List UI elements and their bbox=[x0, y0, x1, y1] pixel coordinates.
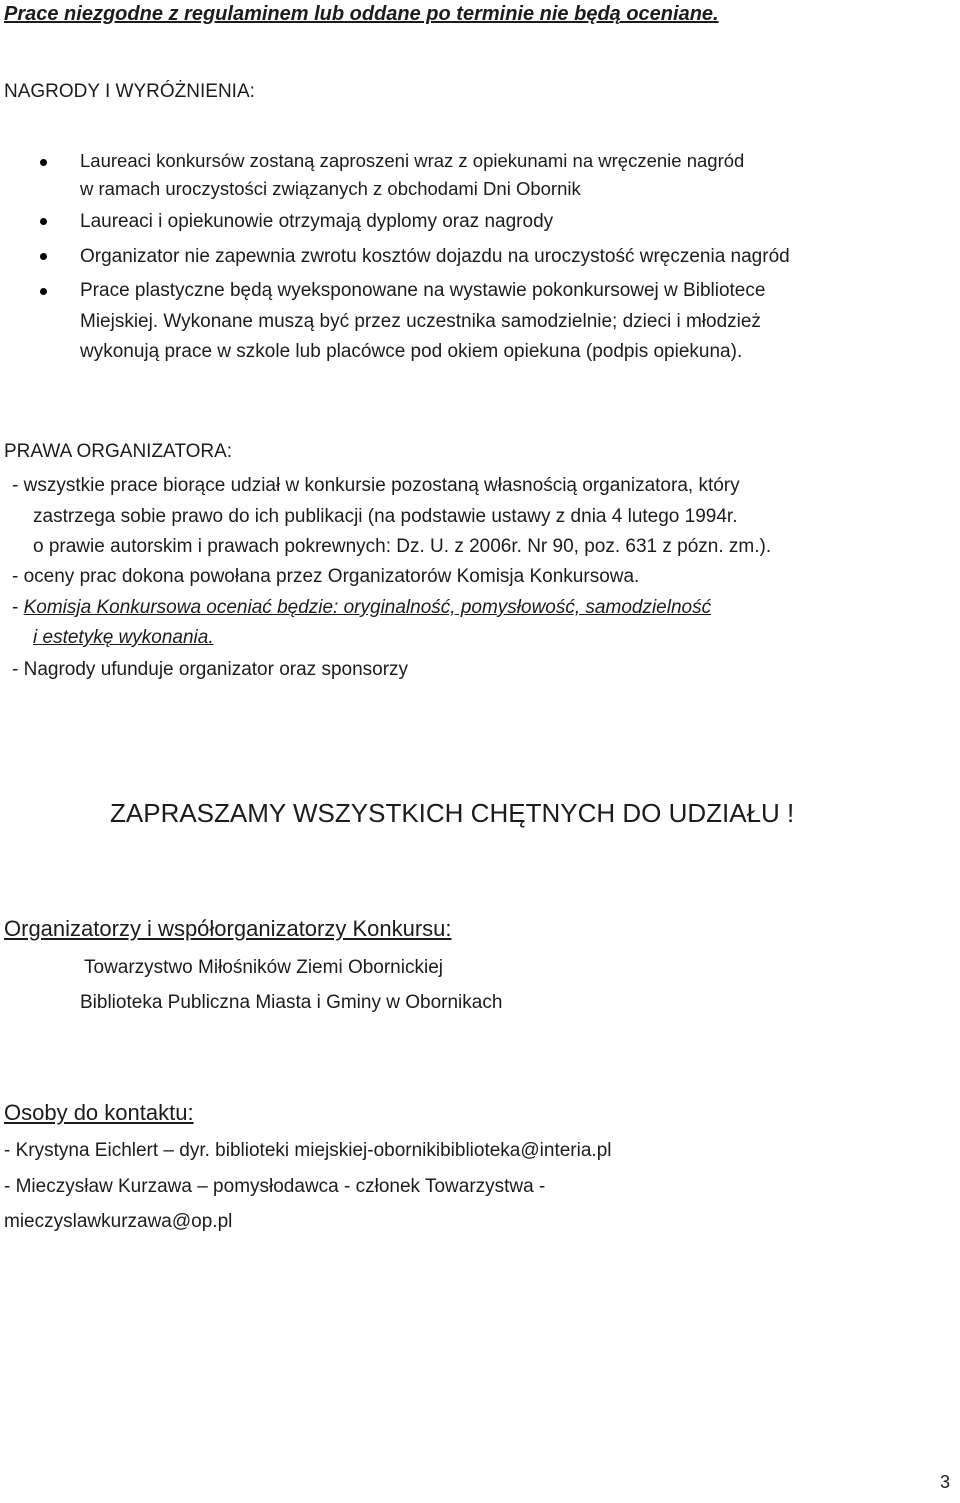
bullet-icon bbox=[40, 253, 47, 260]
awards-item-1-line-1: Laureaci konkursów zostaną zaproszeni wraz z opiekunami na wręczenie nagród bbox=[80, 150, 745, 171]
contact-line-3: mieczyslawkurzawa@op.pl bbox=[4, 1211, 233, 1232]
rights-heading: PRAWA ORGANIZATORA: bbox=[4, 441, 233, 462]
contact-line-1: - Krystyna Eichlert – dyr. biblioteki miejskiej-obornikibiblioteka@interia.pl bbox=[4, 1140, 612, 1161]
invite-heading: ZAPRASZAMY WSZYSTKICH CHĘTNYCH DO UDZIAŁU ! bbox=[110, 798, 795, 828]
awards-item-4-line-3: wykonują prace w szkole lub placówce pod okiem opiekuna (podpis opiekuna). bbox=[80, 341, 743, 362]
organizer-2: Biblioteka Publiczna Miasta i Gminy w Obornikach bbox=[80, 992, 503, 1013]
contacts-heading: Osoby do kontaktu: bbox=[4, 1100, 194, 1125]
contact-line-2: - Mieczysław Kurzawa – pomysłodawca - członek Towarzystwa - bbox=[4, 1176, 546, 1197]
rights-item-1-line-3: o prawie autorskim i prawach pokrewnych: Dz. U. z 2006r. Nr 90, poz. 631 z pózn. zm.). bbox=[33, 536, 772, 557]
bullet-icon bbox=[40, 159, 47, 166]
awards-item-3: Organizator nie zapewnia zwrotu kosztów dojazdu na uroczystość wręczenia nagród bbox=[80, 246, 790, 267]
rights-item-3-text: Komisja Konkursowa oceniać będzie: oryginalność, pomysłowość, samodzielność bbox=[23, 597, 712, 618]
rights-item-1-line-2: zastrzega sobie prawo do ich publikacji (na podstawie ustawy z dnia 4 lutego 1994r. bbox=[33, 506, 738, 527]
organizers-heading: Organizatorzy i współorganizatorzy Konkursu: bbox=[4, 916, 452, 941]
page-number: 3 bbox=[940, 1472, 951, 1492]
rights-item-3-dash: - bbox=[12, 597, 24, 618]
organizer-1: Towarzystwo Miłośników Ziemi Obornickiej bbox=[84, 957, 443, 978]
awards-item-4-line-2: Miejskiej. Wykonane muszą być przez uczestnika samodzielnie; dzieci i młodzież bbox=[80, 311, 761, 332]
awards-item-2: Laureaci i opiekunowie otrzymają dyplomy oraz nagrody bbox=[80, 211, 554, 232]
awards-item-4-line-1: Prace plastyczne będą wyeksponowane na wystawie pokonkursowej w Bibliotece bbox=[80, 280, 766, 301]
rights-item-1-line-1: - wszystkie prace biorące udział w konkursie pozostaną własnością organizatora, który bbox=[12, 475, 740, 496]
rights-item-3-line-2: i estetykę wykonania. bbox=[33, 627, 214, 648]
rights-item-3-line-1 bbox=[12, 596, 711, 620]
bullet-icon bbox=[40, 288, 47, 295]
notice-text: Prace niezgodne z regulaminem lub oddane po terminie nie będą oceniane. bbox=[4, 3, 719, 25]
awards-heading: NAGRODY I WYRÓŻNIENIA: bbox=[4, 81, 255, 102]
rights-item-4: - Nagrody ufunduje organizator oraz sponsorzy bbox=[12, 659, 409, 680]
rights-item-2: - oceny prac dokona powołana przez Organizatorów Komisja Konkursowa. bbox=[12, 566, 640, 587]
bullet-icon bbox=[40, 218, 47, 225]
awards-item-1-line-2: w ramach uroczystości związanych z obchodami Dni Obornik bbox=[80, 178, 581, 199]
